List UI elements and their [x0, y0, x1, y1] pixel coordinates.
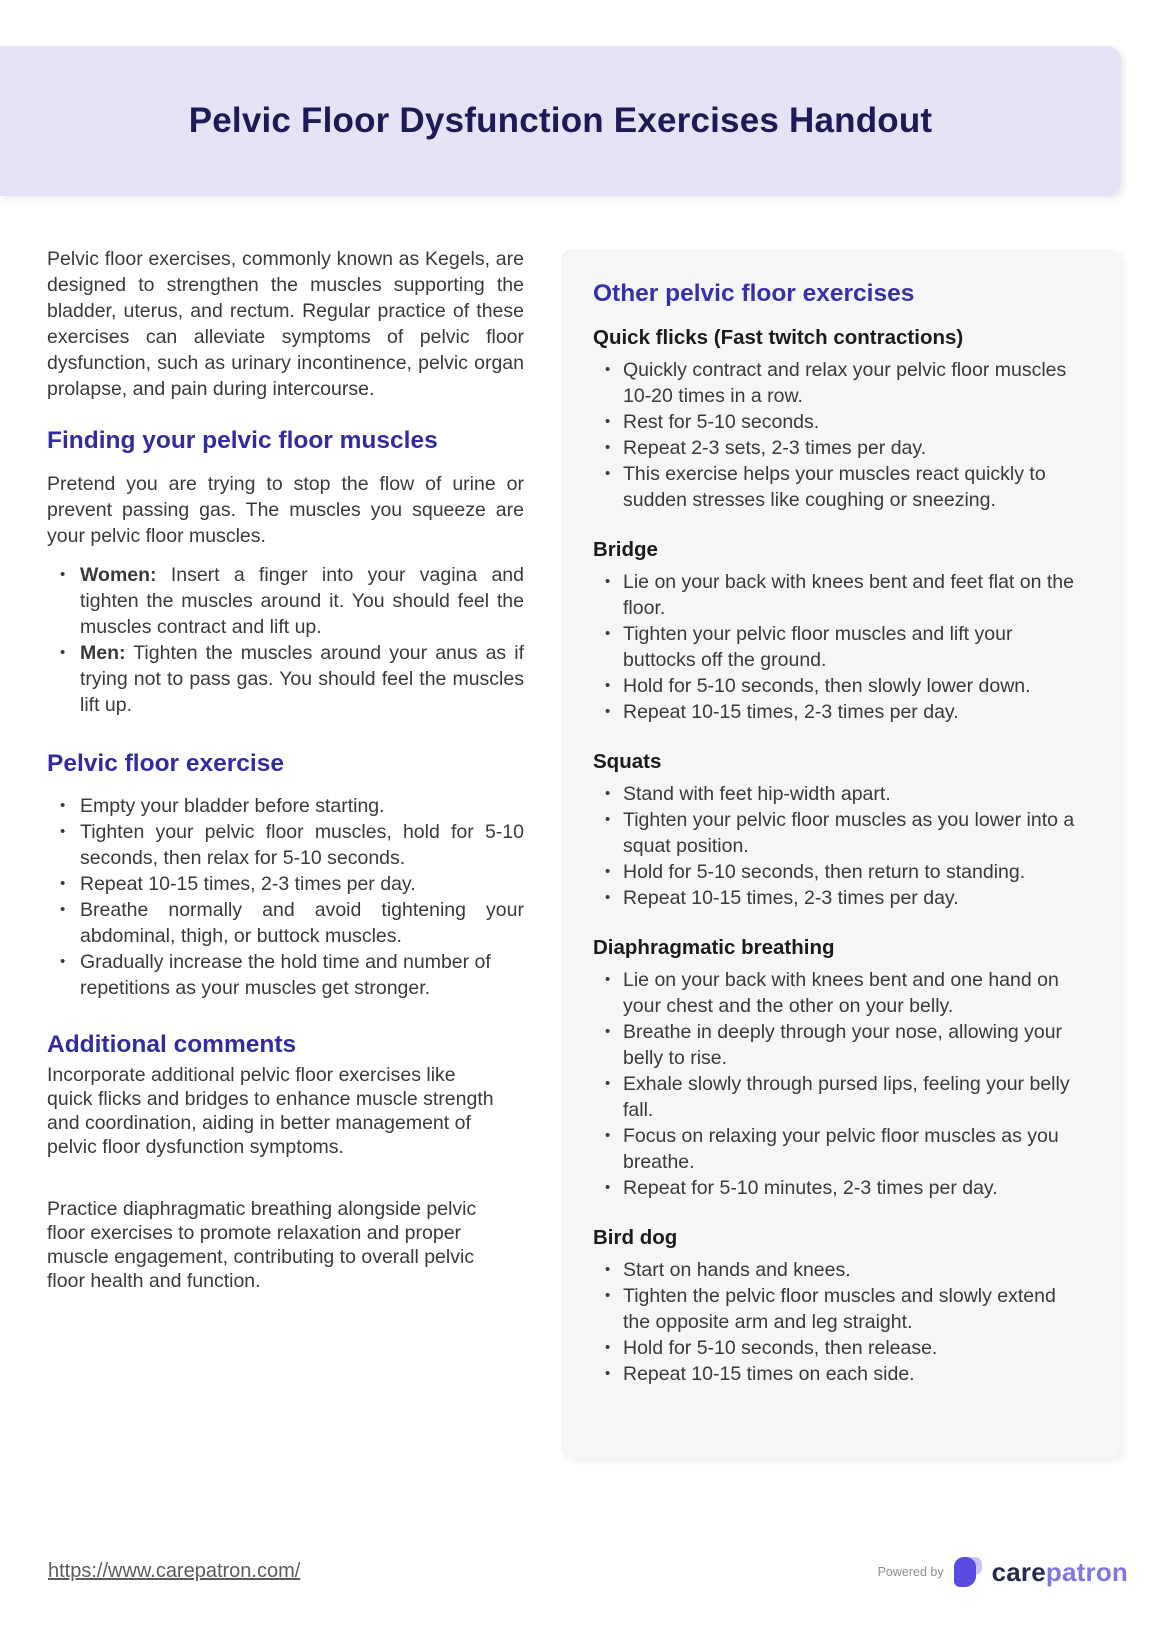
- list-item: • Stand with feet hip-width apart.: [593, 781, 1080, 807]
- list-item: • Repeat 2-3 sets, 2-3 times per day.: [593, 435, 1080, 461]
- finding-paragraph: Pretend you are trying to stop the flow of urine or prevent passing gas. The muscles you squeeze are your pelvic floor muscles.: [47, 473, 524, 547]
- group-title-quick-flicks: Quick flicks (Fast twitch contractions): [593, 326, 964, 349]
- intro-paragraph: Pelvic floor exercises, commonly known as Kegels, are designed to strengthen the muscles supporting the bladder, uterus, and rectum. Regular practice of these exercises can alleviate symptoms of pelvic floor dysfunction, such as urinary incontinence, pelvic organ prolapse, and pain during intercourse.: [47, 248, 524, 400]
- brand-wordmark: [992, 1557, 1128, 1588]
- list-item: • Tighten your pelvic floor muscles and lift your buttocks off the ground.: [593, 621, 1080, 673]
- list-item: • This exercise helps your muscles react quickly to sudden stresses like coughing or sneezing.: [593, 461, 1080, 513]
- finding-bullet-list: [47, 562, 524, 718]
- section-heading-exercise: Pelvic floor exercise: [47, 750, 284, 777]
- list-item: • Lie on your back with knees bent and feet flat on the floor.: [593, 569, 1080, 621]
- list-item: • Repeat 10-15 times, 2-3 times per day.: [47, 871, 524, 897]
- comments-paragraph: Incorporate additional pelvic floor exercises like quick flicks and bridges to enhance muscle strength and coordination, aiding in better management of pelvic floor dysfunction symptoms.: [47, 1064, 494, 1158]
- section-heading-finding: Finding your pelvic floor muscles: [47, 427, 438, 454]
- list-item: • Gradually increase the hold time and number of repetitions as your muscles get stronger.: [47, 949, 524, 1001]
- card-heading: Other pelvic floor exercises: [593, 280, 915, 307]
- list-item: • Repeat 10-15 times, 2-3 times per day.: [593, 885, 1080, 911]
- list-item: • Focus on relaxing your pelvic floor muscles as you breathe.: [593, 1123, 1080, 1175]
- section-heading-comments: Additional comments: [47, 1031, 297, 1058]
- bullet-lead: Women:: [80, 564, 157, 586]
- list-item: [47, 562, 524, 640]
- powered-by: [878, 1552, 1128, 1592]
- brand-care: care: [991, 1556, 1046, 1587]
- list-item: • Repeat 10-15 times on each side.: [593, 1361, 1080, 1387]
- list-item: [47, 640, 524, 718]
- list-item: • Hold for 5-10 seconds, then slowly lower down.: [593, 673, 1080, 699]
- quick-flicks-bullet-list: [593, 357, 1080, 513]
- powered-by-label: Powered by: [877, 1565, 944, 1579]
- list-item: • Tighten your pelvic floor muscles as you lower into a squat position.: [593, 807, 1080, 859]
- list-item: • Hold for 5-10 seconds, then return to standing.: [593, 859, 1080, 885]
- diaphragmatic-breathing-bullet-list: [593, 967, 1080, 1201]
- list-item: • Tighten the pelvic floor muscles and slowly extend the opposite arm and leg straight.: [593, 1283, 1080, 1335]
- exercise-bullet-list: [47, 793, 524, 1001]
- carepatron-logo-icon: [953, 1556, 983, 1588]
- list-item: • Hold for 5-10 seconds, then release.: [593, 1335, 1080, 1361]
- squats-bullet-list: [593, 781, 1080, 911]
- left-column: [47, 246, 524, 1293]
- other-exercises-card: [561, 249, 1120, 1458]
- list-item: • Breathe in deeply through your nose, allowing your belly to rise.: [593, 1019, 1080, 1071]
- group-title-diaphragmatic-breathing: Diaphragmatic breathing: [593, 936, 835, 959]
- bullet-text: Tighten the muscles around your anus as if trying not to pass gas. You should feel the muscles lift up.: [80, 642, 524, 716]
- list-item: • Empty your bladder before starting.: [47, 793, 524, 819]
- footer-link[interactable]: https://www.carepatron.com/: [48, 1560, 301, 1582]
- list-item: • Lie on your back with knees bent and one hand on your chest and the other on your belly.: [593, 967, 1080, 1019]
- group-title-bird-dog: Bird dog: [593, 1226, 678, 1249]
- list-item: • Breathe normally and avoid tightening your abdominal, thigh, or buttock muscles.: [47, 897, 524, 949]
- bird-dog-bullet-list: [593, 1257, 1080, 1387]
- list-item: • Exhale slowly through pursed lips, feeling your belly fall.: [593, 1071, 1080, 1123]
- list-item: • Rest for 5-10 seconds.: [593, 409, 1080, 435]
- bridge-bullet-list: [593, 569, 1080, 725]
- bullet-lead: Men:: [80, 642, 126, 664]
- brand-patron: patron: [1045, 1556, 1128, 1587]
- list-item: • Repeat 10-15 times, 2-3 times per day.: [593, 699, 1080, 725]
- list-item: • Tighten your pelvic floor muscles, hold for 5-10 seconds, then relax for 5-10 seconds.: [47, 819, 524, 871]
- list-item: • Repeat for 5-10 minutes, 2-3 times per day.: [593, 1175, 1080, 1201]
- group-title-squats: Squats: [593, 750, 662, 773]
- list-item: • Quickly contract and relax your pelvic floor muscles 10-20 times in a row.: [593, 357, 1080, 409]
- page-title: Pelvic Floor Dysfunction Exercises Handout: [188, 101, 933, 140]
- title-banner: [0, 46, 1121, 196]
- bullet-text: Insert a finger into your vagina and tighten the muscles around it. You should feel the muscles contract and lift up.: [80, 564, 524, 638]
- comments-paragraph: Practice diaphragmatic breathing alongside pelvic floor exercises to promote relaxation and proper muscle engagement, contributing to overall pelvic floor health and function.: [47, 1198, 477, 1292]
- list-item: • Start on hands and knees.: [593, 1257, 1080, 1283]
- group-title-bridge: Bridge: [593, 538, 658, 561]
